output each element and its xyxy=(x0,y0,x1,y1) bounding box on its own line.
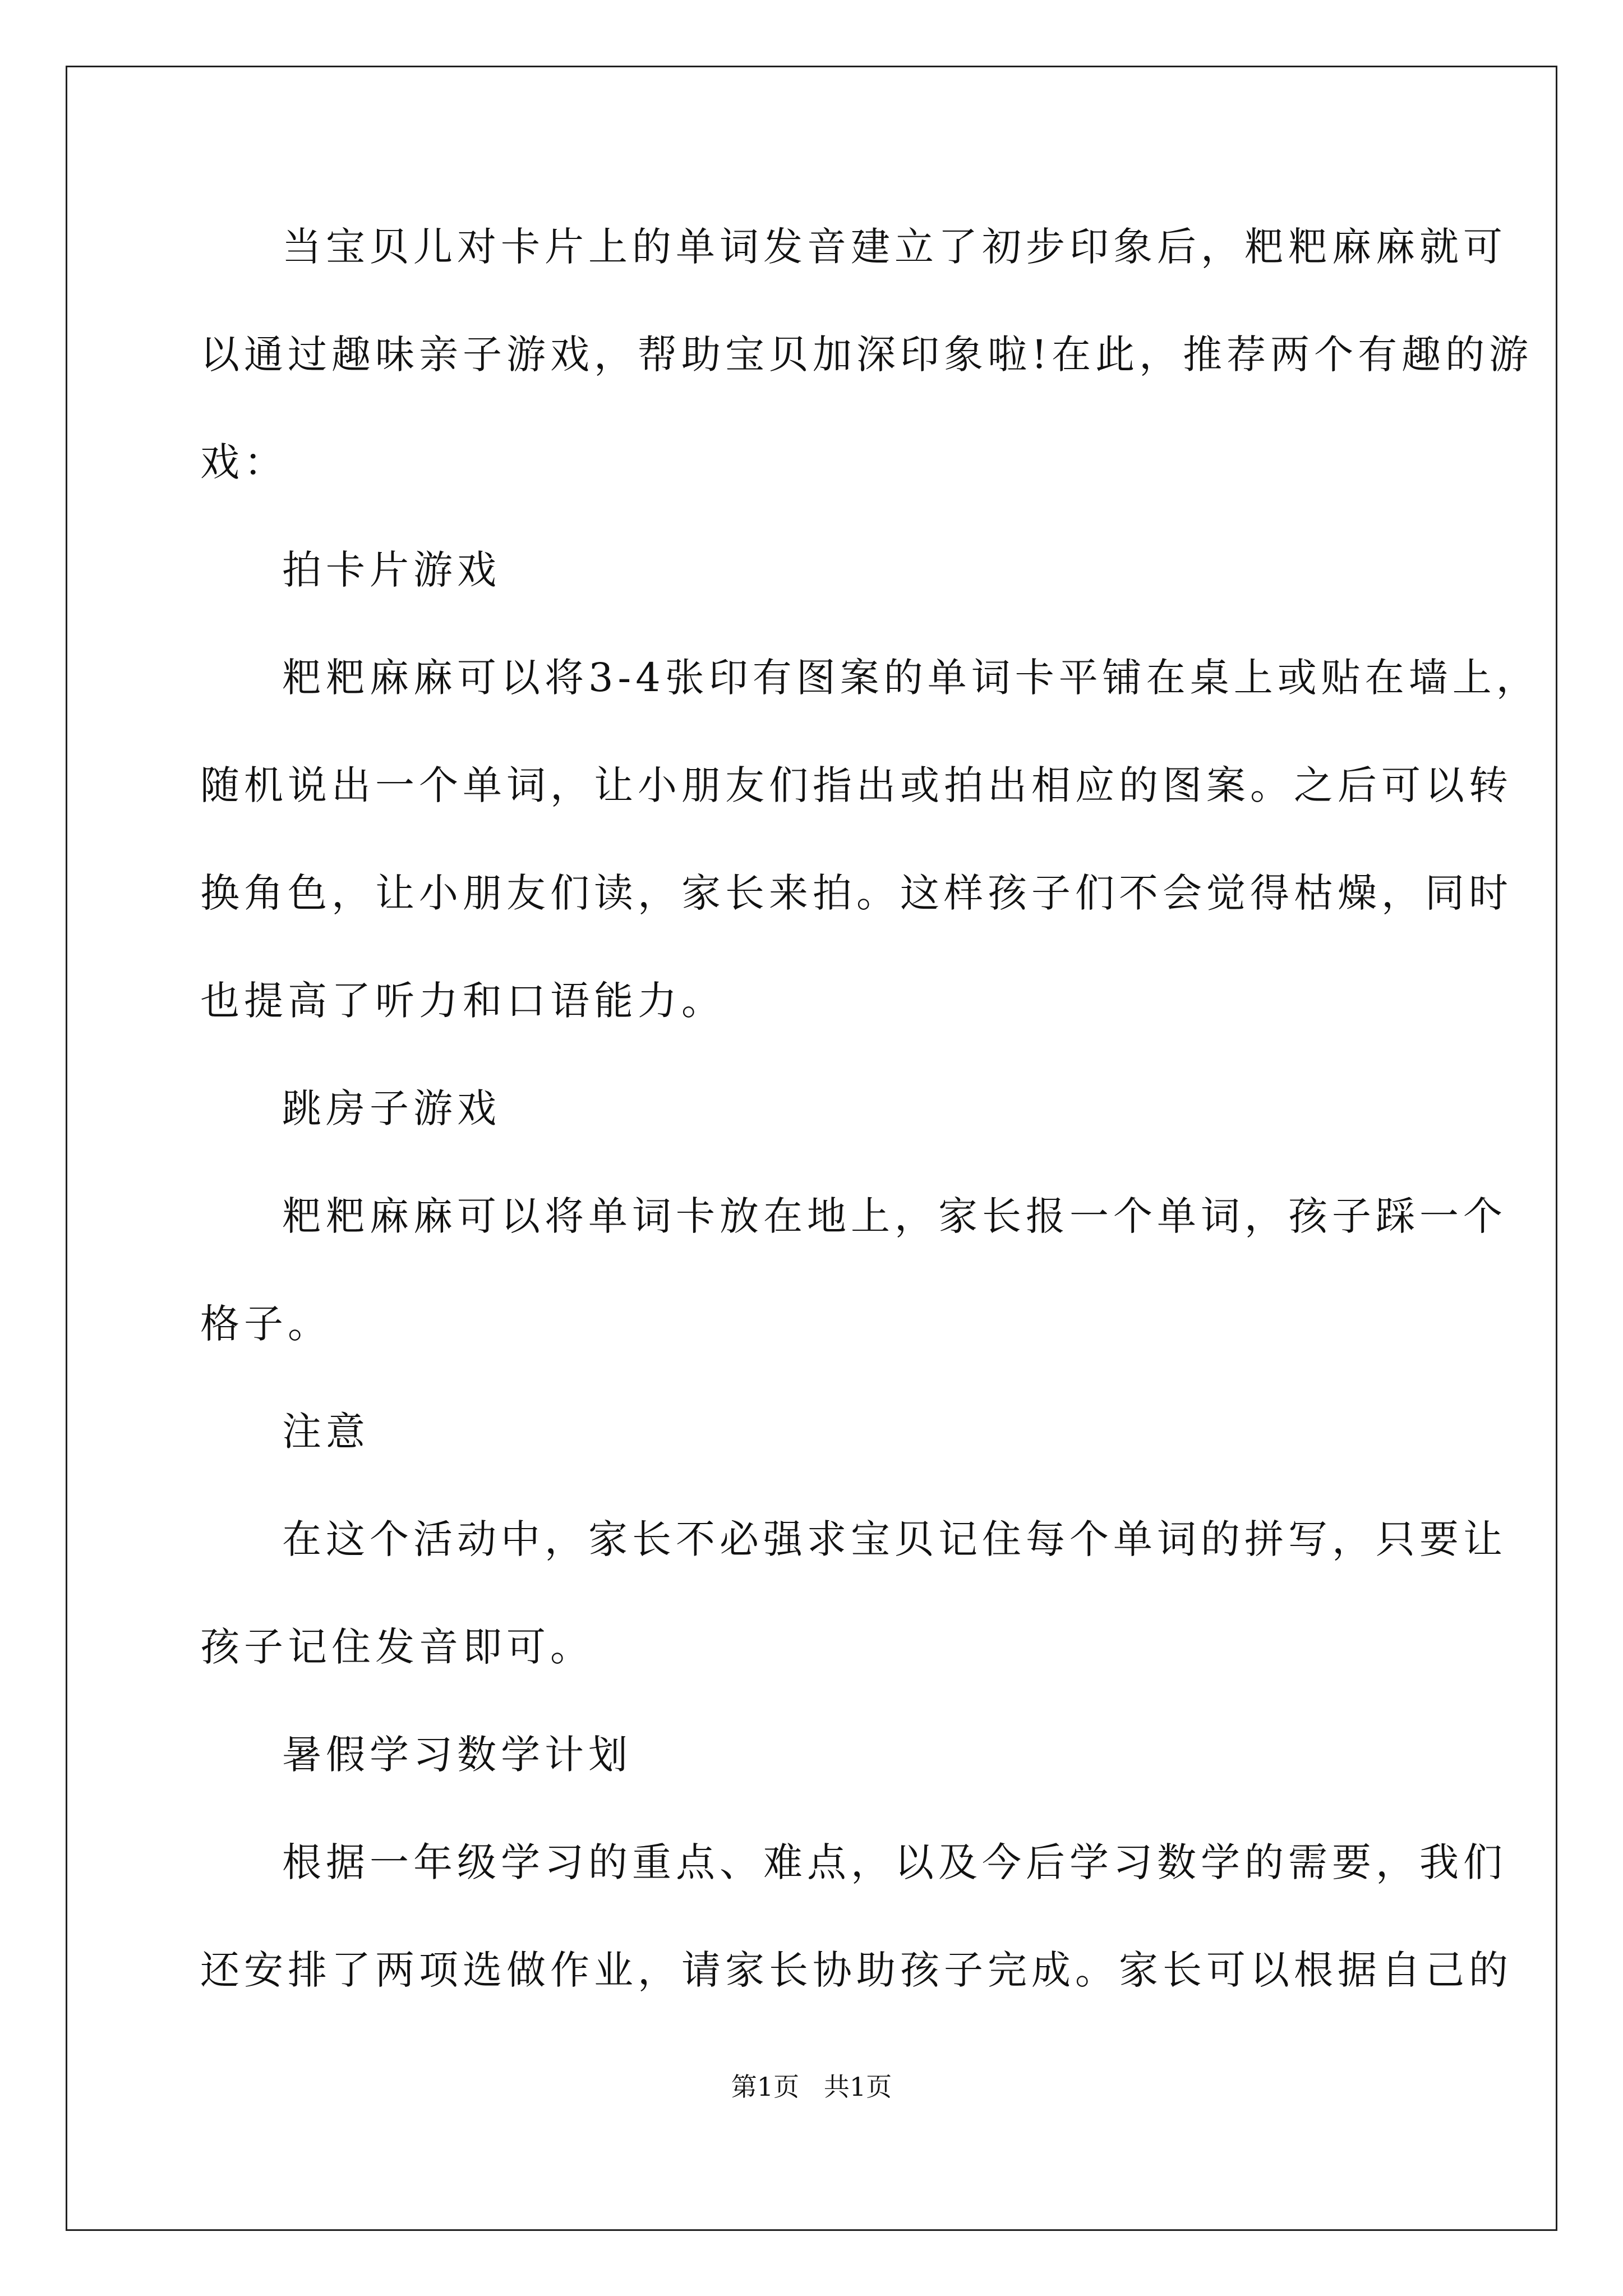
paragraph-note-line-1: 在这个活动中，家长不必强求宝贝记住每个单词的拼写，只要让 xyxy=(282,1516,1507,1562)
heading-note: 注意 xyxy=(282,1409,370,1455)
paragraph-hopscotch-line-2: 格子。 xyxy=(200,1301,331,1347)
heading-math-plan: 暑假学习数学计划 xyxy=(282,1732,632,1778)
paragraph-math-line-1: 根据一年级学习的重点、难点，以及今后学习数学的需要，我们 xyxy=(282,1839,1507,1885)
paragraph-note-line-2: 孩子记住发音即可。 xyxy=(200,1624,594,1670)
paragraph-intro-line-3: 戏： xyxy=(200,439,288,485)
paragraph-intro-line-2: 以通过趣味亲子游戏，帮助宝贝加深印象啦!在此，推荐两个有趣的游 xyxy=(200,332,1533,378)
paragraph-math-line-2: 还安排了两项选做作业，请家长协助孩子完成。家长可以根据自己的 xyxy=(200,1947,1513,1993)
paragraph-pat-card-line-3: 换角色，让小朋友们读，家长来拍。这样孩子们不会觉得枯燥，同时 xyxy=(200,870,1513,916)
paragraph-intro-line-1: 当宝贝儿对卡片上的单词发音建立了初步印象后，粑粑麻麻就可 xyxy=(282,224,1507,270)
document-body xyxy=(200,213,1540,2044)
paragraph-hopscotch-line-1: 粑粑麻麻可以将单词卡放在地上，家长报一个单词，孩子踩一个 xyxy=(282,1193,1507,1239)
heading-hopscotch-game: 跳房子游戏 xyxy=(282,1085,501,1131)
paragraph-pat-card-line-4: 也提高了听力和口语能力。 xyxy=(200,978,725,1024)
heading-pat-card-game: 拍卡片游戏 xyxy=(282,547,501,593)
paragraph-pat-card-line-1: 粑粑麻麻可以将3-4张印有图案的单词卡平铺在桌上或贴在墙上， xyxy=(282,655,1540,701)
page-footer: 第1页 共1页 xyxy=(731,2072,892,2102)
paragraph-pat-card-line-2: 随机说出一个单词，让小朋友们指出或拍出相应的图案。之后可以转 xyxy=(200,762,1513,808)
